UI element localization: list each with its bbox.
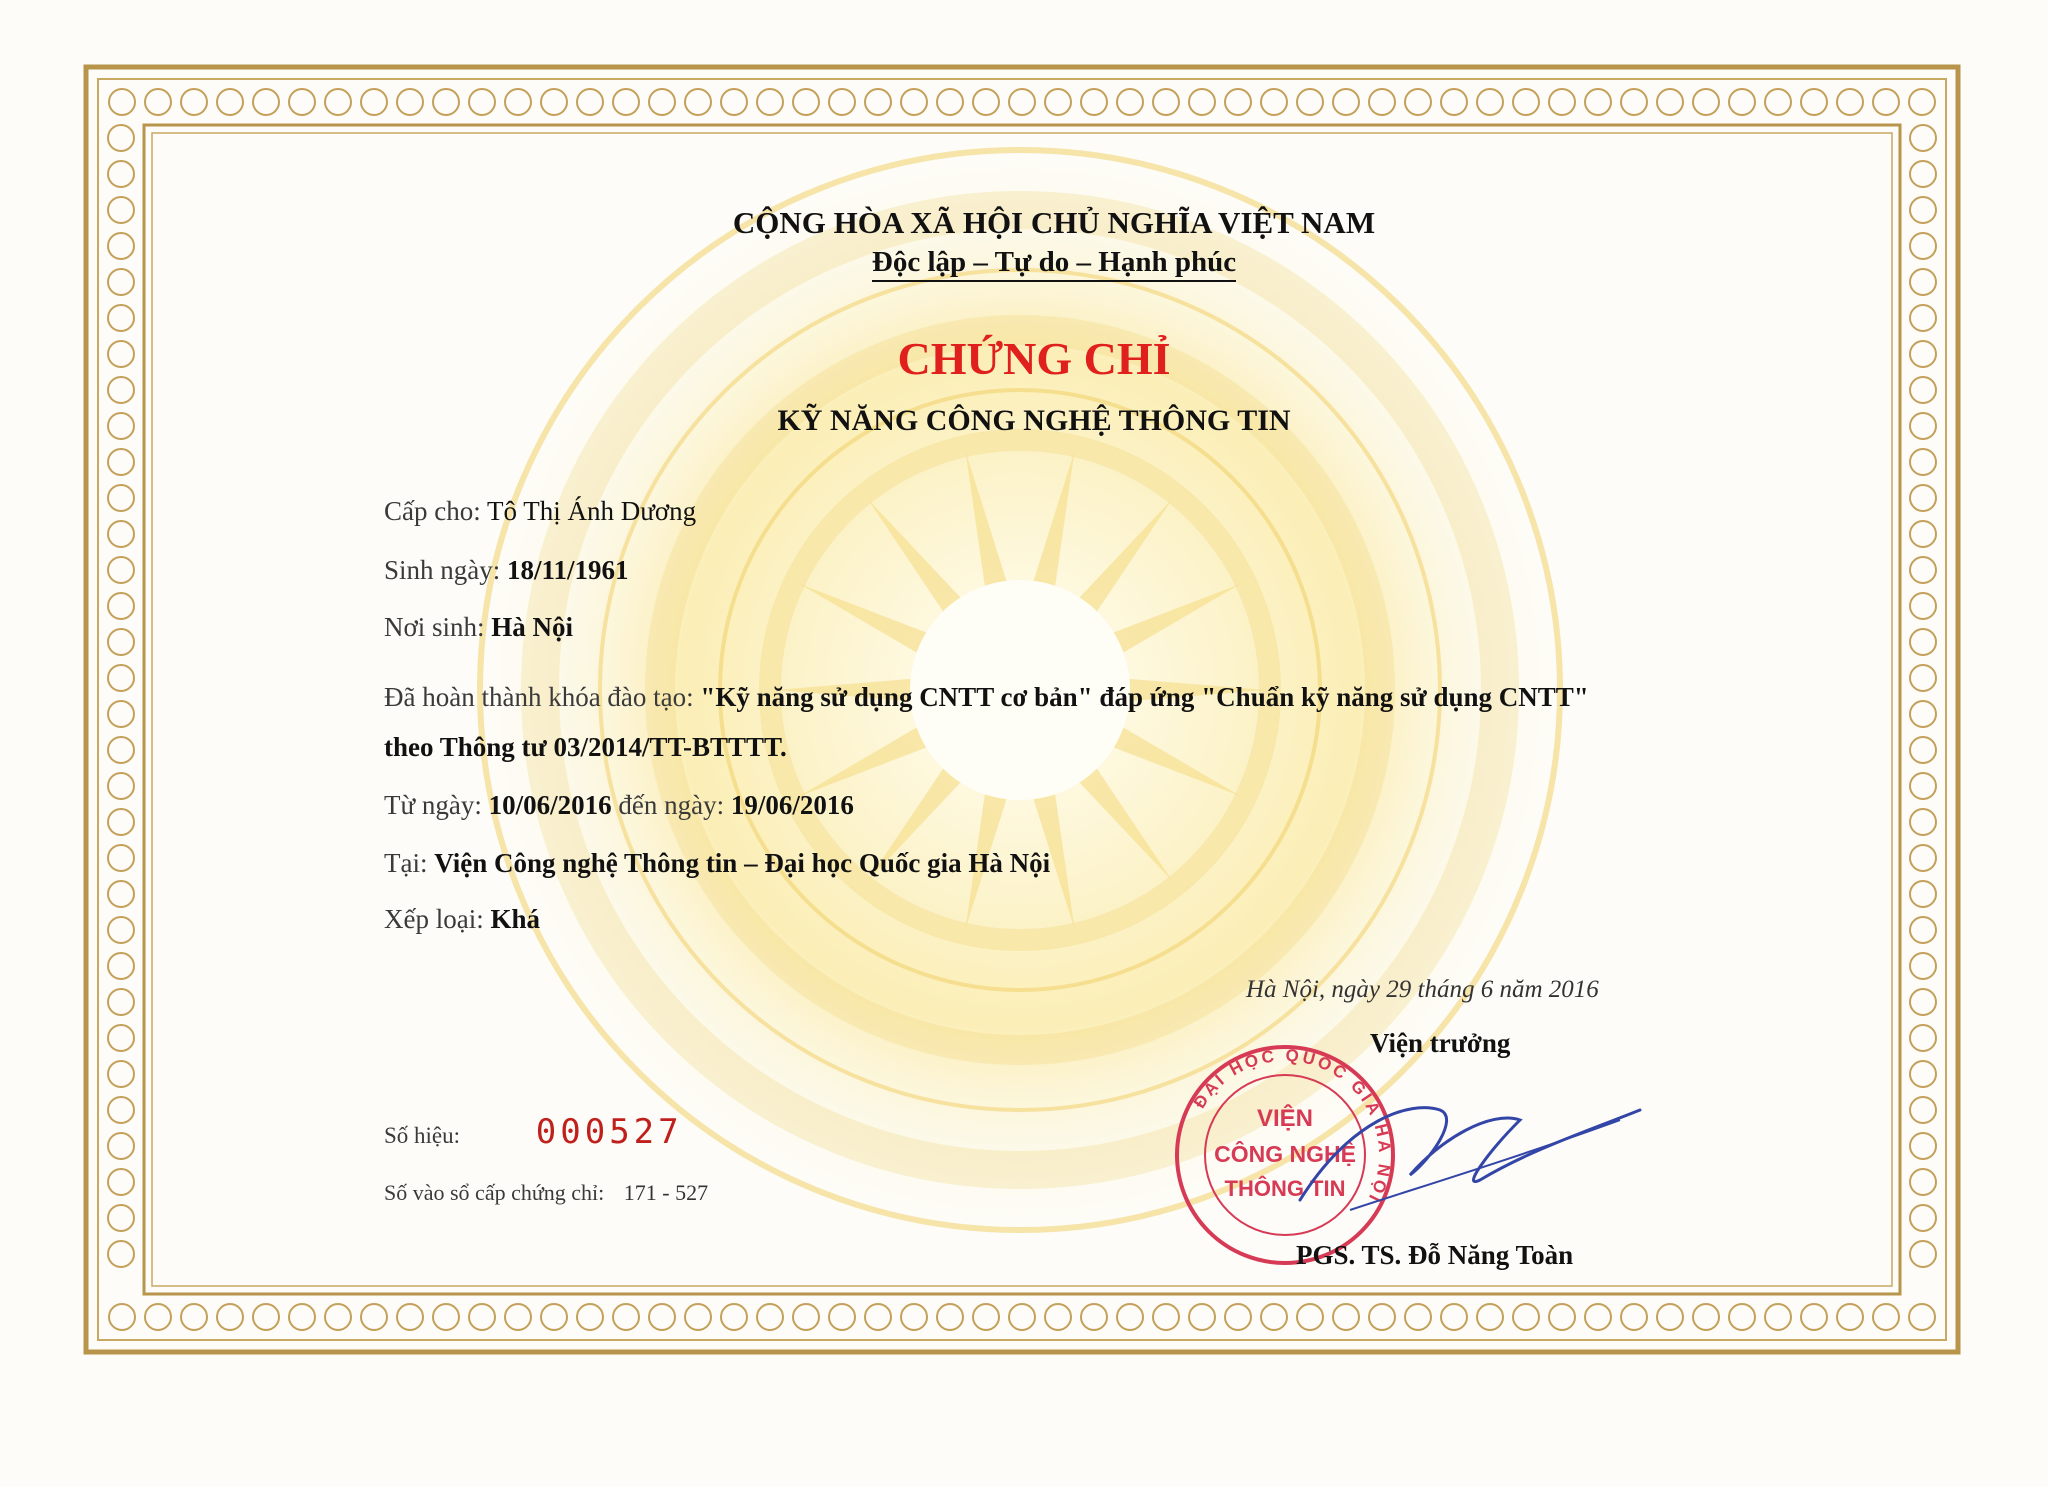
border-scroll bbox=[1693, 89, 1719, 115]
border-scroll bbox=[721, 1304, 747, 1330]
border-scroll bbox=[108, 593, 134, 619]
border-scroll bbox=[397, 1304, 423, 1330]
seal-line-3: THÔNG TIN bbox=[1224, 1176, 1346, 1201]
border-scroll bbox=[1045, 89, 1071, 115]
border-scroll bbox=[1910, 125, 1936, 151]
border-scroll bbox=[865, 1304, 891, 1330]
border-scroll bbox=[793, 89, 819, 115]
border-scroll bbox=[1585, 1304, 1611, 1330]
recipient-name: Tô Thị Ánh Dương bbox=[487, 496, 697, 526]
border-scroll bbox=[541, 89, 567, 115]
border-scroll bbox=[1297, 1304, 1323, 1330]
from-label: Từ ngày: bbox=[384, 790, 482, 820]
motto-wrap bbox=[30, 246, 2048, 279]
seal-line-2: CÔNG NGHỆ bbox=[1214, 1141, 1356, 1167]
border-scroll bbox=[361, 89, 387, 115]
border-scroll bbox=[1910, 1241, 1936, 1267]
standard-name: "Chuẩn kỹ năng sử dụng CNTT" bbox=[1201, 682, 1589, 712]
border-scroll bbox=[1910, 773, 1936, 799]
border-scroll bbox=[1910, 1061, 1936, 1087]
issue-date: Hà Nội, ngày 29 tháng 6 năm 2016 bbox=[1246, 976, 1599, 1003]
border-scroll bbox=[108, 1241, 134, 1267]
border-scroll bbox=[1333, 1304, 1359, 1330]
border-scroll bbox=[108, 1061, 134, 1087]
border-scroll bbox=[1369, 1304, 1395, 1330]
border-scroll bbox=[145, 1304, 171, 1330]
border-scroll bbox=[1441, 1304, 1467, 1330]
border-scroll bbox=[181, 89, 207, 115]
border-scroll bbox=[1910, 1205, 1936, 1231]
border-scroll bbox=[1405, 89, 1431, 115]
border-scroll bbox=[1189, 1304, 1215, 1330]
border-scroll bbox=[721, 89, 747, 115]
border-scroll bbox=[973, 1304, 999, 1330]
border-scroll bbox=[1369, 89, 1395, 115]
border-scroll bbox=[469, 89, 495, 115]
place-row bbox=[384, 848, 1050, 879]
border-scroll bbox=[289, 1304, 315, 1330]
border-scroll bbox=[757, 89, 783, 115]
border-scroll bbox=[829, 1304, 855, 1330]
border-scroll bbox=[108, 953, 134, 979]
border-scroll bbox=[1910, 1169, 1936, 1195]
border-scroll bbox=[793, 1304, 819, 1330]
serial-number: 000527 bbox=[535, 1112, 683, 1152]
border-scroll bbox=[1333, 89, 1359, 115]
border-scroll bbox=[433, 1304, 459, 1330]
border-scroll bbox=[1910, 1025, 1936, 1051]
border-scroll bbox=[1910, 485, 1936, 511]
border-scroll bbox=[1585, 89, 1611, 115]
border-scroll bbox=[1261, 89, 1287, 115]
border-scroll bbox=[253, 1304, 279, 1330]
border-scroll bbox=[217, 1304, 243, 1330]
border-scroll bbox=[901, 1304, 927, 1330]
border-scroll bbox=[1910, 1097, 1936, 1123]
place-value: Viện Công nghệ Thông tin – Đại học Quốc gia Hà Nội bbox=[434, 848, 1051, 878]
border-scroll bbox=[1297, 89, 1323, 115]
country-name: CỘNG HÒA XÃ HỘI CHỦ NGHĨA VIỆT NAM bbox=[732, 205, 1376, 240]
border-scroll bbox=[1909, 1304, 1935, 1330]
border-scroll bbox=[108, 449, 134, 475]
border-scroll bbox=[1117, 1304, 1143, 1330]
regulation: theo Thông tư 03/2014/TT-BTTTT. bbox=[384, 732, 787, 762]
register-row bbox=[384, 1180, 708, 1206]
border-scroll bbox=[1873, 1304, 1899, 1330]
border-scroll bbox=[1549, 1304, 1575, 1330]
border-scroll bbox=[1153, 1304, 1179, 1330]
border-scroll bbox=[108, 773, 134, 799]
border-scroll bbox=[108, 701, 134, 727]
border-scroll bbox=[1225, 89, 1251, 115]
border-scroll bbox=[649, 89, 675, 115]
border-scroll bbox=[108, 989, 134, 1015]
place-label: Tại: bbox=[384, 848, 428, 878]
border-scroll bbox=[108, 809, 134, 835]
border-scroll bbox=[1801, 89, 1827, 115]
seal-line-1: VIỆN bbox=[1256, 1105, 1314, 1132]
border-scroll bbox=[108, 1133, 134, 1159]
border-scroll bbox=[325, 1304, 351, 1330]
border-scroll bbox=[937, 89, 963, 115]
border-scroll bbox=[1621, 89, 1647, 115]
border-scroll bbox=[108, 557, 134, 583]
border-scroll bbox=[577, 89, 603, 115]
dates-row bbox=[384, 790, 854, 821]
border-scroll bbox=[253, 89, 279, 115]
serial-row bbox=[384, 1112, 683, 1152]
border-scroll bbox=[108, 629, 134, 655]
course-name: "Kỹ năng sử dụng CNTT cơ bản" bbox=[700, 682, 1093, 712]
border-scroll bbox=[1729, 1304, 1755, 1330]
border-scroll bbox=[613, 89, 639, 115]
border-scroll bbox=[325, 89, 351, 115]
border-scroll bbox=[865, 89, 891, 115]
border-scroll bbox=[973, 89, 999, 115]
border-scroll bbox=[1657, 89, 1683, 115]
border-scroll bbox=[108, 161, 134, 187]
dob-label: Sinh ngày: bbox=[384, 555, 501, 585]
border-scroll bbox=[108, 125, 134, 151]
certificate-title: CHỨNG CHỈ bbox=[897, 333, 1171, 384]
signer-position: Viện trưởng bbox=[1370, 1028, 1511, 1058]
border-scroll bbox=[1910, 989, 1936, 1015]
border-scroll bbox=[505, 89, 531, 115]
register-number: 171 - 527 bbox=[623, 1180, 709, 1205]
grade-value: Khá bbox=[490, 904, 541, 934]
border-scroll bbox=[108, 737, 134, 763]
border-scroll bbox=[108, 917, 134, 943]
border-scroll bbox=[108, 1097, 134, 1123]
birthplace-label: Nơi sinh: bbox=[384, 612, 485, 642]
border-scroll bbox=[1441, 89, 1467, 115]
border-scroll bbox=[433, 89, 459, 115]
birthplace-value: Hà Nội bbox=[491, 612, 574, 642]
border-scroll bbox=[1910, 953, 1936, 979]
border-scroll bbox=[1910, 845, 1936, 871]
border-scroll bbox=[757, 1304, 783, 1330]
border-scroll bbox=[613, 1304, 639, 1330]
serial-label: Số hiệu: bbox=[384, 1123, 461, 1148]
border-scroll bbox=[145, 89, 171, 115]
regulation-row bbox=[384, 732, 787, 763]
border-scroll bbox=[289, 89, 315, 115]
border-scroll bbox=[1513, 89, 1539, 115]
border-scroll bbox=[108, 665, 134, 691]
border-scroll bbox=[1009, 89, 1035, 115]
border-scroll bbox=[1873, 89, 1899, 115]
border-scroll bbox=[1729, 89, 1755, 115]
dob-value: 18/11/1961 bbox=[507, 555, 629, 585]
meets-label: đáp ứng bbox=[1099, 682, 1195, 712]
border-scroll bbox=[1910, 557, 1936, 583]
border-scroll bbox=[1225, 1304, 1251, 1330]
border-scroll bbox=[1910, 449, 1936, 475]
border-scroll bbox=[108, 1169, 134, 1195]
border-scroll bbox=[1081, 89, 1107, 115]
border-scroll bbox=[1910, 701, 1936, 727]
border-scroll bbox=[505, 1304, 531, 1330]
border-scroll bbox=[1910, 881, 1936, 907]
border-scroll bbox=[109, 1304, 135, 1330]
course-row bbox=[384, 682, 1589, 713]
grade-label: Xếp loại: bbox=[384, 904, 484, 934]
border-scroll bbox=[108, 485, 134, 511]
border-scroll bbox=[1549, 89, 1575, 115]
border-scroll bbox=[108, 881, 134, 907]
border-scroll bbox=[1837, 89, 1863, 115]
border-scroll bbox=[1910, 1133, 1936, 1159]
border-scroll bbox=[685, 1304, 711, 1330]
border-scroll bbox=[1657, 1304, 1683, 1330]
border-scroll bbox=[361, 1304, 387, 1330]
border-scroll bbox=[1261, 1304, 1287, 1330]
border-scroll bbox=[1910, 161, 1936, 187]
grade-row bbox=[384, 904, 540, 935]
border-scroll bbox=[1910, 593, 1936, 619]
border-scroll bbox=[108, 1205, 134, 1231]
border-scroll bbox=[181, 1304, 207, 1330]
border-scroll bbox=[649, 1304, 675, 1330]
from-date: 10/06/2016 bbox=[488, 790, 612, 820]
border-scroll bbox=[901, 89, 927, 115]
issued-to-row bbox=[384, 496, 696, 527]
border-scroll bbox=[1910, 917, 1936, 943]
border-scroll bbox=[541, 1304, 567, 1330]
border-scroll bbox=[685, 89, 711, 115]
border-scroll bbox=[1765, 89, 1791, 115]
border-scroll bbox=[937, 1304, 963, 1330]
to-date: 19/06/2016 bbox=[730, 790, 854, 820]
border-scroll bbox=[109, 89, 135, 115]
border-scroll bbox=[1801, 1304, 1827, 1330]
dob-row bbox=[384, 555, 629, 586]
border-scroll bbox=[1009, 1304, 1035, 1330]
border-scroll bbox=[1910, 629, 1936, 655]
to-label: đến ngày: bbox=[618, 790, 725, 820]
border-scroll bbox=[1910, 809, 1936, 835]
motto: Độc lập – Tự do – Hạnh phúc bbox=[872, 246, 1236, 282]
border-scroll bbox=[1117, 89, 1143, 115]
border-scroll bbox=[1910, 737, 1936, 763]
border-scroll bbox=[1153, 89, 1179, 115]
border-scroll bbox=[1910, 665, 1936, 691]
border-scroll bbox=[1765, 1304, 1791, 1330]
register-label: Số vào sổ cấp chứng chỉ: bbox=[384, 1180, 605, 1205]
border-scroll bbox=[397, 89, 423, 115]
border-scroll bbox=[108, 1025, 134, 1051]
border-scroll bbox=[1910, 305, 1936, 331]
border-scroll bbox=[1837, 1304, 1863, 1330]
border-scroll bbox=[108, 305, 134, 331]
border-scroll bbox=[108, 845, 134, 871]
border-scroll bbox=[1909, 89, 1935, 115]
border-scroll bbox=[217, 89, 243, 115]
border-scroll bbox=[469, 1304, 495, 1330]
seal-ring-text: ĐẠI HỌC QUỐC GIA HÀ NỘI bbox=[1189, 1045, 1395, 1208]
border-scroll bbox=[1045, 1304, 1071, 1330]
border-scroll bbox=[1910, 521, 1936, 547]
border-scroll bbox=[1513, 1304, 1539, 1330]
border-scroll bbox=[1621, 1304, 1647, 1330]
signer-name: PGS. TS. Đỗ Năng Toàn bbox=[1296, 1240, 1574, 1270]
border-scroll bbox=[1189, 89, 1215, 115]
border-scroll bbox=[1477, 1304, 1503, 1330]
border-scroll bbox=[1081, 1304, 1107, 1330]
border-scroll bbox=[1477, 89, 1503, 115]
border-scroll bbox=[1405, 1304, 1431, 1330]
border-scroll bbox=[829, 89, 855, 115]
handwritten-signature bbox=[1290, 1080, 1650, 1230]
certificate-subtitle: KỸ NĂNG CÔNG NGHỆ THÔNG TIN bbox=[777, 404, 1291, 437]
issued-to-label: Cấp cho: bbox=[384, 496, 481, 526]
border-scroll bbox=[1693, 1304, 1719, 1330]
border-scroll bbox=[577, 1304, 603, 1330]
border-scroll bbox=[108, 521, 134, 547]
completed-label: Đã hoàn thành khóa đào tạo: bbox=[384, 682, 694, 712]
birthplace-row bbox=[384, 612, 573, 643]
